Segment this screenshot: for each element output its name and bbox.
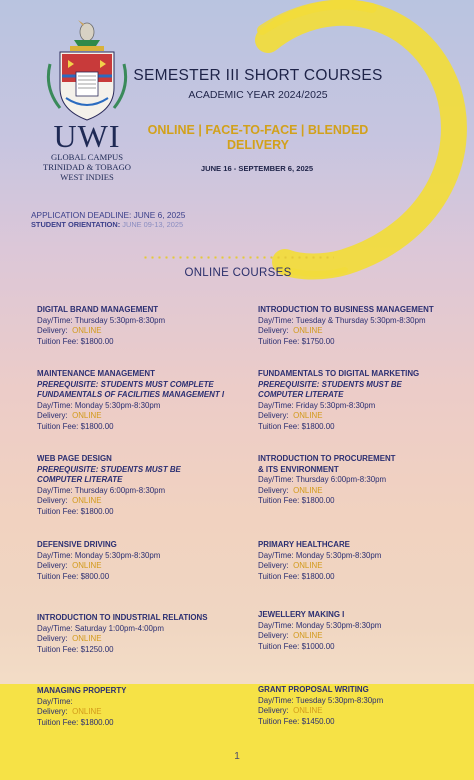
course-prerequisite: COMPUTER LITERATE xyxy=(258,390,344,400)
course-name: DIGITAL BRAND MANAGEMENT xyxy=(37,305,159,314)
course-name: INTRODUCTION TO BUSINESS MANAGEMENT xyxy=(258,305,434,314)
course-daytime: Day/Time: Saturday 1:00pm-4:00pm xyxy=(37,623,164,633)
course-item xyxy=(258,369,463,433)
delivery-mode: ONLINE xyxy=(293,485,323,495)
delivery-label: Delivery: xyxy=(258,326,289,336)
delivery-mode: ONLINE xyxy=(72,634,102,644)
course-item xyxy=(37,454,242,518)
course-daytime: Day/Time: Thursday 6:00pm-8:30pm xyxy=(258,475,387,485)
course-item xyxy=(258,454,463,507)
course-delivery xyxy=(37,561,242,572)
delivery-modes: ONLINE | FACE-TO-FACE | BLENDED DELIVERY xyxy=(147,123,369,152)
delivery-mode: ONLINE xyxy=(293,411,323,421)
course-item xyxy=(37,369,242,433)
course-daytime: Day/Time: Tuesday & Thursday 5:30pm-8:30pm xyxy=(258,315,426,325)
delivery-label: Delivery: xyxy=(37,561,68,571)
course-item xyxy=(37,540,242,582)
course-name: INTRODUCTION TO PROCUREMENT xyxy=(258,454,396,463)
course-tuition-fee: Tuition Fee: $1800.00 xyxy=(37,506,114,516)
delivery-label: Delivery: xyxy=(37,411,68,421)
delivery-label: Delivery: xyxy=(37,634,68,644)
page-number: 1 xyxy=(234,751,240,762)
course-delivery xyxy=(258,411,463,422)
course-name: JEWELLERY MAKING I xyxy=(258,610,345,619)
course-item xyxy=(258,610,463,652)
course-delivery xyxy=(37,707,242,718)
student-orientation: STUDENT ORIENTATION: JUNE 09-13, 2025 xyxy=(31,220,184,229)
course-tuition-fee: Tuition Fee: $1800.00 xyxy=(258,421,335,431)
dotted-divider xyxy=(142,256,334,259)
uwi-wordmark: UWI xyxy=(53,118,121,154)
course-name: & ITS ENVIRONMENT xyxy=(258,464,339,474)
delivery-label: Delivery: xyxy=(258,706,289,716)
delivery-mode: ONLINE xyxy=(293,561,323,571)
delivery-label: Delivery: xyxy=(37,496,68,506)
delivery-label: Delivery: xyxy=(258,485,289,495)
delivery-mode: ONLINE xyxy=(293,326,323,336)
course-name: MAINTENANCE MANAGEMENT xyxy=(37,369,155,378)
course-daytime: Day/Time: Tuesday 5:30pm-8:30pm xyxy=(258,695,384,705)
course-name: MANAGING PROPERTY xyxy=(37,686,127,695)
course-delivery xyxy=(37,634,242,645)
delivery-label: Delivery: xyxy=(258,631,289,641)
course-tuition-fee: Tuition Fee: $1800.00 xyxy=(37,336,114,346)
course-name: INTRODUCTION TO INDUSTRIAL RELATIONS xyxy=(37,613,208,622)
course-tuition-fee: Tuition Fee: $800.00 xyxy=(37,571,110,581)
delivery-label: Delivery: xyxy=(37,326,68,336)
course-delivery xyxy=(258,561,463,572)
course-tuition-fee: Tuition Fee: $1000.00 xyxy=(258,641,335,651)
uwi-crest-logo xyxy=(44,18,130,126)
course-name: WEB PAGE DESIGN xyxy=(37,454,112,463)
course-daytime: Day/Time: Thursday 6:00pm-8:30pm xyxy=(37,485,166,495)
course-delivery xyxy=(37,326,242,337)
course-item xyxy=(258,685,463,727)
course-item xyxy=(37,305,242,347)
course-tuition-fee: Tuition Fee: $1750.00 xyxy=(258,336,335,346)
delivery-label: Delivery: xyxy=(258,411,289,421)
delivery-mode: ONLINE xyxy=(293,706,323,716)
delivery-mode: ONLINE xyxy=(72,411,102,421)
course-item xyxy=(258,305,463,347)
course-tuition-fee: Tuition Fee: $1800.00 xyxy=(258,571,335,581)
course-delivery xyxy=(37,411,242,422)
course-name: PRIMARY HEALTHCARE xyxy=(258,540,350,549)
delivery-label: Delivery: xyxy=(258,561,289,571)
course-delivery xyxy=(258,326,463,337)
course-prerequisite: PREREQUISITE: STUDENTS MUST BE xyxy=(258,379,402,389)
course-delivery xyxy=(258,486,463,497)
course-tuition-fee: Tuition Fee: $1450.00 xyxy=(258,716,335,726)
course-item xyxy=(258,540,463,582)
delivery-mode: ONLINE xyxy=(72,561,102,571)
course-tuition-fee: Tuition Fee: $1800.00 xyxy=(37,717,114,727)
course-delivery xyxy=(37,496,242,507)
delivery-mode: ONLINE xyxy=(293,631,323,641)
course-tuition-fee: Tuition Fee: $1800.00 xyxy=(258,496,335,506)
course-name: DEFENSIVE DRIVING xyxy=(37,540,117,549)
delivery-mode: ONLINE xyxy=(72,707,102,717)
course-name: GRANT PROPOSAL WRITING xyxy=(258,685,369,694)
course-daytime: Day/Time: Thursday 5:30pm-8:30pm xyxy=(37,315,166,325)
course-tuition-fee: Tuition Fee: $1800.00 xyxy=(37,421,114,431)
academic-year: ACADEMIC YEAR 2024/2025 xyxy=(188,89,328,101)
course-item xyxy=(37,686,242,728)
semester-dates: JUNE 16 - SEPTEMBER 6, 2025 xyxy=(200,164,314,173)
course-name: FUNDAMENTALS TO DIGITAL MARKETING xyxy=(258,369,420,378)
application-deadline: APPLICATION DEADLINE: JUNE 6, 2025 xyxy=(31,210,186,220)
page-title: SEMESTER III SHORT COURSES xyxy=(133,67,383,84)
course-daytime: Day/Time: Monday 5:30pm-8:30pm xyxy=(37,400,161,410)
course-prerequisite: COMPUTER LITERATE xyxy=(37,475,123,485)
campus-name: GLOBAL CAMPUS TRINIDAD & TOBAGO WEST INDIES xyxy=(42,152,131,182)
course-prerequisite: PREREQUISITE: STUDENTS MUST COMPLETE xyxy=(37,379,214,389)
course-delivery xyxy=(258,706,463,717)
section-title: ONLINE COURSES xyxy=(184,267,292,279)
course-daytime: Day/Time: Monday 5:30pm-8:30pm xyxy=(37,550,161,560)
course-prerequisite: PREREQUISITE: STUDENTS MUST BE xyxy=(37,464,181,474)
delivery-mode: ONLINE xyxy=(72,496,102,506)
course-tuition-fee: Tuition Fee: $1250.00 xyxy=(37,644,114,654)
course-daytime: Day/Time: xyxy=(37,696,73,706)
delivery-mode: ONLINE xyxy=(72,326,102,336)
course-daytime: Day/Time: Friday 5:30pm-8:30pm xyxy=(258,400,376,410)
course-delivery xyxy=(258,631,463,642)
delivery-label: Delivery: xyxy=(37,707,68,717)
course-daytime: Day/Time: Monday 5:30pm-8:30pm xyxy=(258,550,382,560)
course-item xyxy=(37,613,242,655)
course-daytime: Day/Time: Monday 5:30pm-8:30pm xyxy=(258,620,382,630)
course-prerequisite: FUNDAMENTALS OF FACILITIES MANAGEMENT I xyxy=(37,390,225,400)
